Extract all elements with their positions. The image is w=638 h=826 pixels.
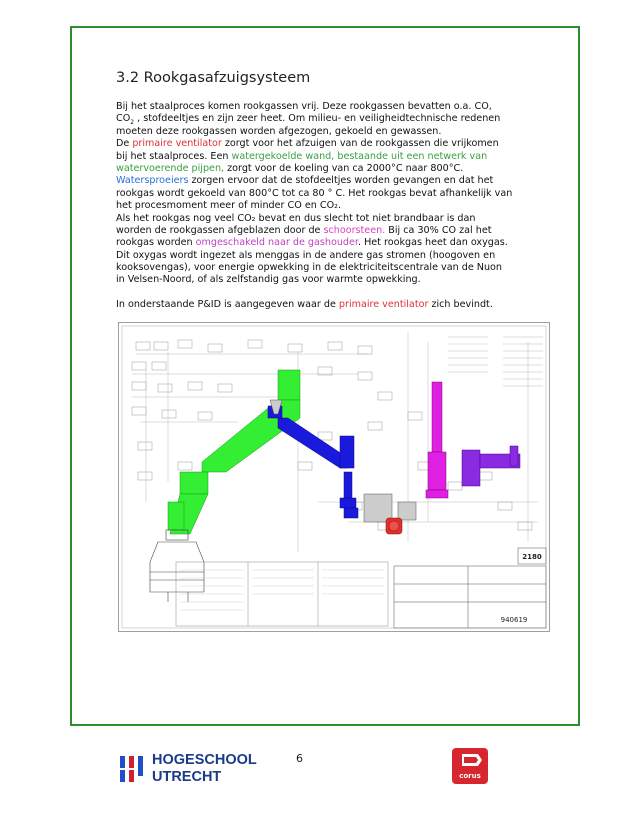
pid-drawing — [118, 322, 550, 632]
text-line: rookgas wordt gekoeld van 800°C tot ca 80 ° C. Het rookgas bevat afhankelijk van — [116, 187, 513, 199]
text-line: De primaire ventilator zorgt voor het afzuigen van de rookgassen die vrijkomen — [116, 138, 499, 150]
pid-intro-text: In onderstaande P&ID is aangegeven waar de primaire ventilator zich bevindt. — [116, 299, 493, 310]
text-line: Dit oxygas wordt ingezet als menggas in de andere gas stromen (hoogoven en — [116, 249, 496, 261]
drawing-number: 2180 — [522, 553, 542, 561]
corus-logo — [452, 748, 488, 784]
text-line: kooksovengas), voor energie opwekking in de elektriciteitscentrale van de Nuon — [116, 262, 502, 274]
text-line: watervoerende pijpen, zorgt voor de koeling van ca 2000°C naar 800°C. — [116, 162, 464, 174]
section-title: 3.2 Rookgasafzuigsysteem — [116, 70, 311, 86]
text-line: rookgas worden omgeschakeld naar de gashouder. Het rookgas heet dan oxygas. — [116, 237, 508, 249]
school-name-line2: UTRECHT — [152, 769, 222, 785]
page-number: 6 — [296, 752, 303, 765]
blue-pipe — [268, 406, 358, 518]
watergekoelde-wand-highlight: watergekoelde wand, bestaande uit een netwerk van — [231, 150, 488, 162]
green-pipe — [168, 370, 300, 534]
gashouder-highlight: omgeschakeld naar de gashouder — [195, 237, 358, 249]
primaire-ventilator-highlight: primaire ventilator — [132, 138, 222, 150]
school-name-line1: HOGESCHOOL — [152, 752, 257, 768]
text-line: Watersproeiers zorgen ervoor dat de stofdeeltjes worden gevangen en dat het — [116, 175, 494, 187]
text-line: $CO_2$ , stofdeeltjes en zijn zeer heet. Om milieu- en veiligheidtechnische redenen — [116, 113, 501, 127]
watersproeiers-highlight: Watersproeiers — [116, 175, 189, 187]
text-line: Als het rookgas nog veel CO₂ bevat en dus slecht tot niet brandbaar is dan — [116, 212, 476, 224]
corus-label: corus — [459, 772, 481, 780]
hu-logo-icon — [118, 752, 148, 786]
text-line: bij het staalproces. Een watergekoelde wand, bestaande uit een netwerk van — [116, 150, 488, 162]
text-line: het procesmoment meer of minder CO en CO₂. — [116, 200, 342, 212]
converter-vessel — [150, 530, 204, 602]
schoorsteen-highlight: schoorsteen. — [323, 224, 386, 236]
text-line: worden de rookgassen afgeblazen door de schoorsteen. Bij ca 30% CO zal het — [116, 224, 492, 236]
corus-logo-icon — [452, 748, 488, 772]
primaire-ventilator-fan — [386, 518, 402, 534]
text-line: Bij het staalproces komen rookgassen vrij. Deze rookgassen bevatten o.a. CO, — [116, 101, 492, 112]
text-line: moeten deze rookgassen worden afgezogen, gekoeld en gewassen. — [116, 125, 442, 137]
sheet-code: 940619 — [500, 616, 528, 624]
body-paragraph — [116, 101, 541, 287]
text-line: in Velsen-Noord, of als zelfstandig gas voor warmte opwekking. — [116, 274, 421, 286]
magenta-pipe — [426, 382, 448, 498]
